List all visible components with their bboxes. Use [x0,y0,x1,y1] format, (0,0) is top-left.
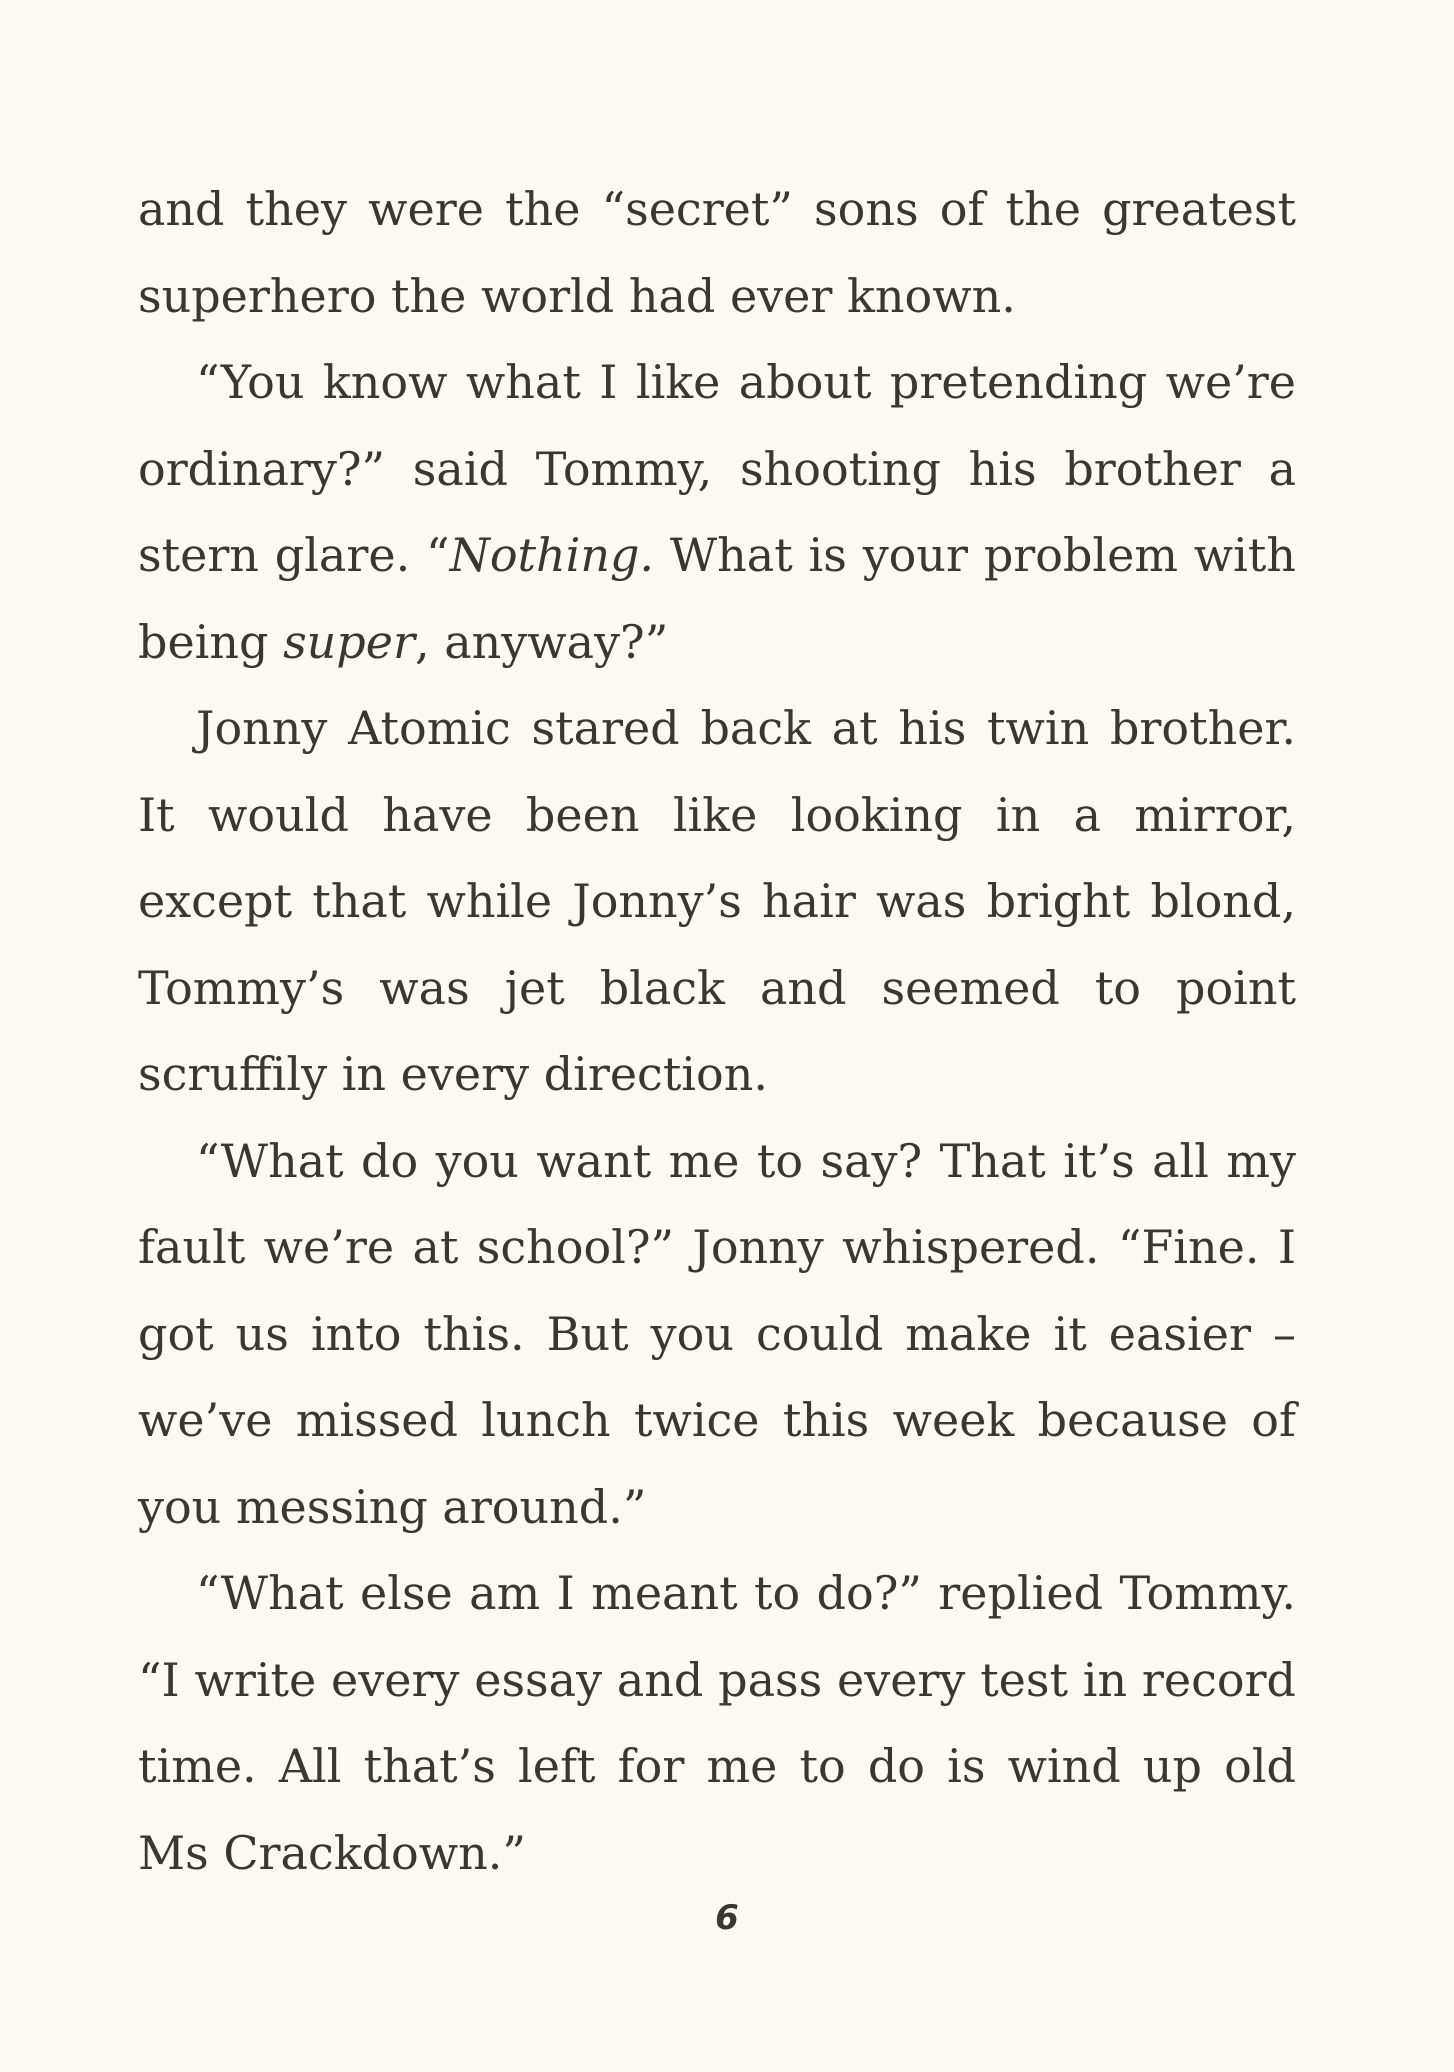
paragraph [138,339,1296,685]
italic-text-segment: super [283,614,415,669]
page-number: 6 [715,1898,739,1938]
text-segment: What is your problem with being [138,528,1297,669]
italic-text-segment: Nothing. [449,528,655,582]
body-text [138,166,1296,1896]
text-segment: , anyway?” [414,614,669,669]
paragraph [138,685,1296,1118]
paragraph [138,1550,1296,1896]
text-segment: and they were the “secret” sons of the greatest superhero the world had ever known. [138,182,1296,323]
text-segment: “What else am I meant to do?” replied Tommy. “I write every essay and pass every test in record time. All that’s left for me to do is wind up old Ms Crackdown.” [138,1566,1296,1880]
paragraph [138,1118,1296,1551]
text-segment: “You know what I like about pretending we’re ordinary?” said Tommy, shooting his brother a stern glare. “ [138,355,1296,582]
text-segment: Jonny Atomic stared back at his twin brother. It would have been like looking in a mirror, except that while Jonny’s hair was bright blond, Tommy’s was jet black and seemed to point scruffily in every direction. [138,701,1296,1101]
paragraph [138,166,1296,339]
text-segment: “What do you want me to say? That it’s all my fault we’re at school?” Jonny whispered. “Fine. I got us into this. But you could make it easier – we’ve missed lunch twice this week because of you messing around.” [138,1133,1296,1534]
